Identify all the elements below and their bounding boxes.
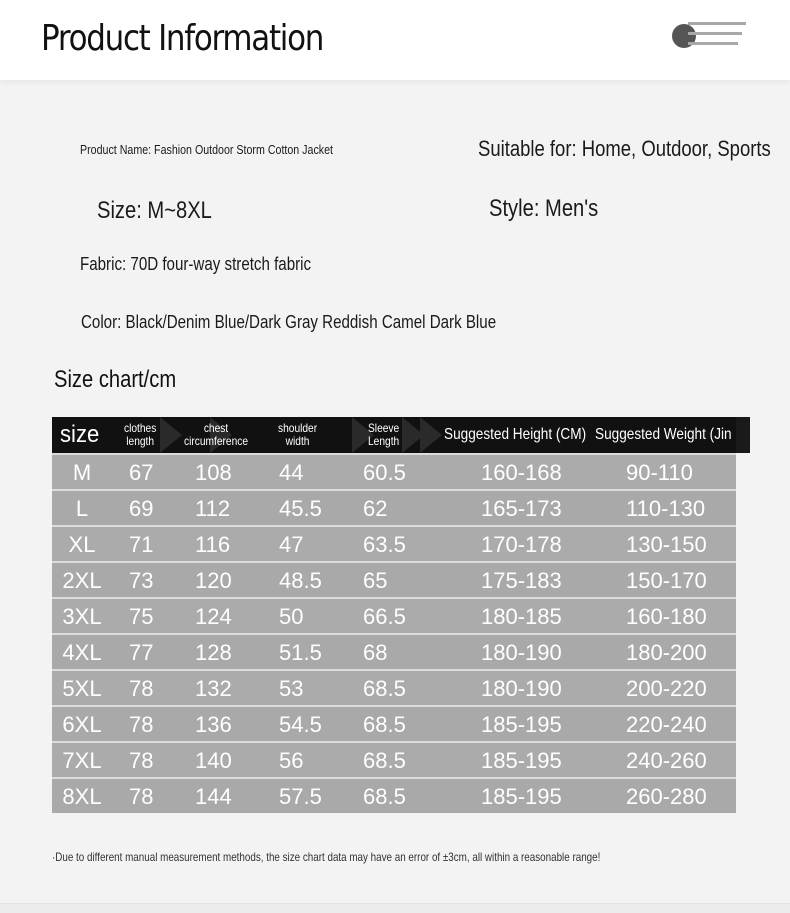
cell-size: 3XL	[62, 604, 102, 629]
cell-size: 8XL	[62, 784, 102, 809]
header-sleeve: Sleeve Length	[368, 420, 400, 448]
cell-chest: 136	[195, 712, 232, 737]
menu-bar-3	[688, 42, 738, 45]
size-chart-table	[52, 417, 736, 813]
table-row	[52, 741, 736, 777]
cell-weight: 200-220	[626, 676, 707, 701]
cell-weight: 240-260	[626, 748, 707, 773]
header-size: size	[60, 420, 100, 448]
cell-height: 180-190	[481, 676, 562, 701]
fabric: Fabric: 70D four-way stretch fabric	[80, 254, 312, 274]
cell-chest: 124	[195, 604, 232, 629]
header-divider	[160, 417, 182, 453]
cell-size: 5XL	[62, 676, 102, 701]
footer-strip	[0, 903, 790, 913]
cell-sleeve: 68	[363, 640, 388, 665]
cell-sleeve: 60.5	[363, 460, 406, 485]
cell-weight: 260-280	[626, 784, 707, 809]
header	[0, 0, 790, 80]
cell-weight: 180-200	[626, 640, 707, 665]
header-extension	[736, 417, 750, 453]
cell-chest: 108	[195, 460, 232, 485]
table-row	[52, 777, 736, 813]
menu-lines-icon[interactable]	[672, 22, 748, 50]
cell-shoulder: 56	[279, 748, 304, 773]
table-row	[52, 705, 736, 741]
style: Style: Men's	[489, 195, 599, 222]
table-header	[52, 417, 736, 453]
table-row	[52, 489, 736, 525]
suitable-for: Suitable for: Home, Outdoor, Sports	[478, 136, 771, 161]
cell-length: 77	[129, 640, 154, 665]
cell-chest: 112	[195, 496, 231, 521]
table-row	[52, 597, 736, 633]
cell-height: 185-195	[481, 748, 562, 773]
cell-weight: 150-170	[626, 568, 707, 593]
size-range: Size: M~8XL	[97, 197, 212, 224]
table-row	[52, 561, 736, 597]
cell-length: 78	[129, 712, 154, 737]
cell-chest: 116	[195, 532, 231, 557]
menu-bar-1	[688, 22, 746, 25]
cell-shoulder: 51.5	[279, 640, 322, 665]
cell-length: 78	[129, 748, 154, 773]
cell-chest: 144	[195, 784, 232, 809]
cell-size: 2XL	[62, 568, 102, 593]
cell-weight: 160-180	[626, 604, 707, 629]
cell-size: 6XL	[62, 712, 102, 737]
cell-weight: 220-240	[626, 712, 707, 737]
cell-weight: 90-110	[626, 460, 693, 485]
cell-shoulder: 53	[279, 676, 304, 701]
color-options: Color: Black/Denim Blue/Dark Gray Reddish Camel Dark Blue	[81, 312, 497, 332]
cell-chest: 120	[195, 568, 232, 593]
cell-sleeve: 63.5	[363, 532, 406, 557]
cell-height: 175-183	[481, 568, 562, 593]
cell-sleeve: 66.5	[363, 604, 406, 629]
cell-shoulder: 48.5	[279, 568, 322, 593]
cell-height: 160-168	[481, 460, 562, 485]
header-weight: Suggested Weight (Jin	[595, 426, 732, 444]
cell-sleeve: 65	[363, 568, 388, 593]
header-clothes-length: clothes length	[124, 420, 157, 448]
menu-bar-2	[688, 32, 742, 35]
cell-size: XL	[68, 532, 96, 557]
table-row	[52, 633, 736, 669]
cell-length: 78	[129, 784, 154, 809]
cell-sleeve: 68.5	[363, 748, 406, 773]
table-row	[52, 669, 736, 705]
table-row	[52, 525, 736, 561]
cell-weight: 130-150	[626, 532, 707, 557]
cell-shoulder: 47	[279, 532, 304, 557]
cell-sleeve: 68.5	[363, 784, 406, 809]
header-shoulder: shoulder width	[278, 420, 318, 448]
cell-weight: 110-130	[626, 496, 706, 521]
cell-size: L	[75, 496, 89, 521]
cell-height: 170-178	[481, 532, 562, 557]
cell-shoulder: 57.5	[279, 784, 322, 809]
cell-length: 78	[129, 676, 154, 701]
cell-length: 73	[129, 568, 154, 593]
cell-height: 185-195	[481, 712, 562, 737]
header-chest: chest circumference	[184, 420, 249, 448]
cell-length: 71	[129, 532, 154, 557]
cell-length: 69	[129, 496, 154, 521]
table-body	[52, 453, 736, 813]
cell-shoulder: 45.5	[279, 496, 322, 521]
header-divider	[420, 417, 442, 453]
header-height: Suggested Height (CM)	[444, 426, 587, 444]
page-title: Product Information	[41, 18, 324, 59]
cell-shoulder: 44	[279, 460, 304, 485]
cell-sleeve: 68.5	[363, 676, 406, 701]
cell-chest: 128	[195, 640, 232, 665]
cell-shoulder: 54.5	[279, 712, 322, 737]
cell-sleeve: 62	[363, 496, 388, 521]
cell-height: 180-190	[481, 640, 562, 665]
cell-height: 165-173	[481, 496, 562, 521]
cell-size: 7XL	[62, 748, 102, 773]
cell-length: 75	[129, 604, 154, 629]
cell-chest: 140	[195, 748, 232, 773]
cell-size: 4XL	[62, 640, 102, 665]
cell-height: 180-185	[481, 604, 562, 629]
cell-length: 67	[129, 460, 154, 485]
cell-chest: 132	[195, 676, 232, 701]
cell-height: 185-195	[481, 784, 562, 809]
measurement-note: ·Due to different manual measurement methods, the size chart data may have an error of ±3cm, all within a reasonable range!	[52, 850, 601, 864]
product-name: Product Name: Fashion Outdoor Storm Cotton Jacket	[80, 142, 333, 157]
cell-size: M	[72, 460, 92, 485]
cell-shoulder: 50	[279, 604, 304, 629]
table-row	[52, 453, 736, 489]
cell-sleeve: 68.5	[363, 712, 406, 737]
size-chart-heading: Size chart/cm	[54, 366, 177, 393]
